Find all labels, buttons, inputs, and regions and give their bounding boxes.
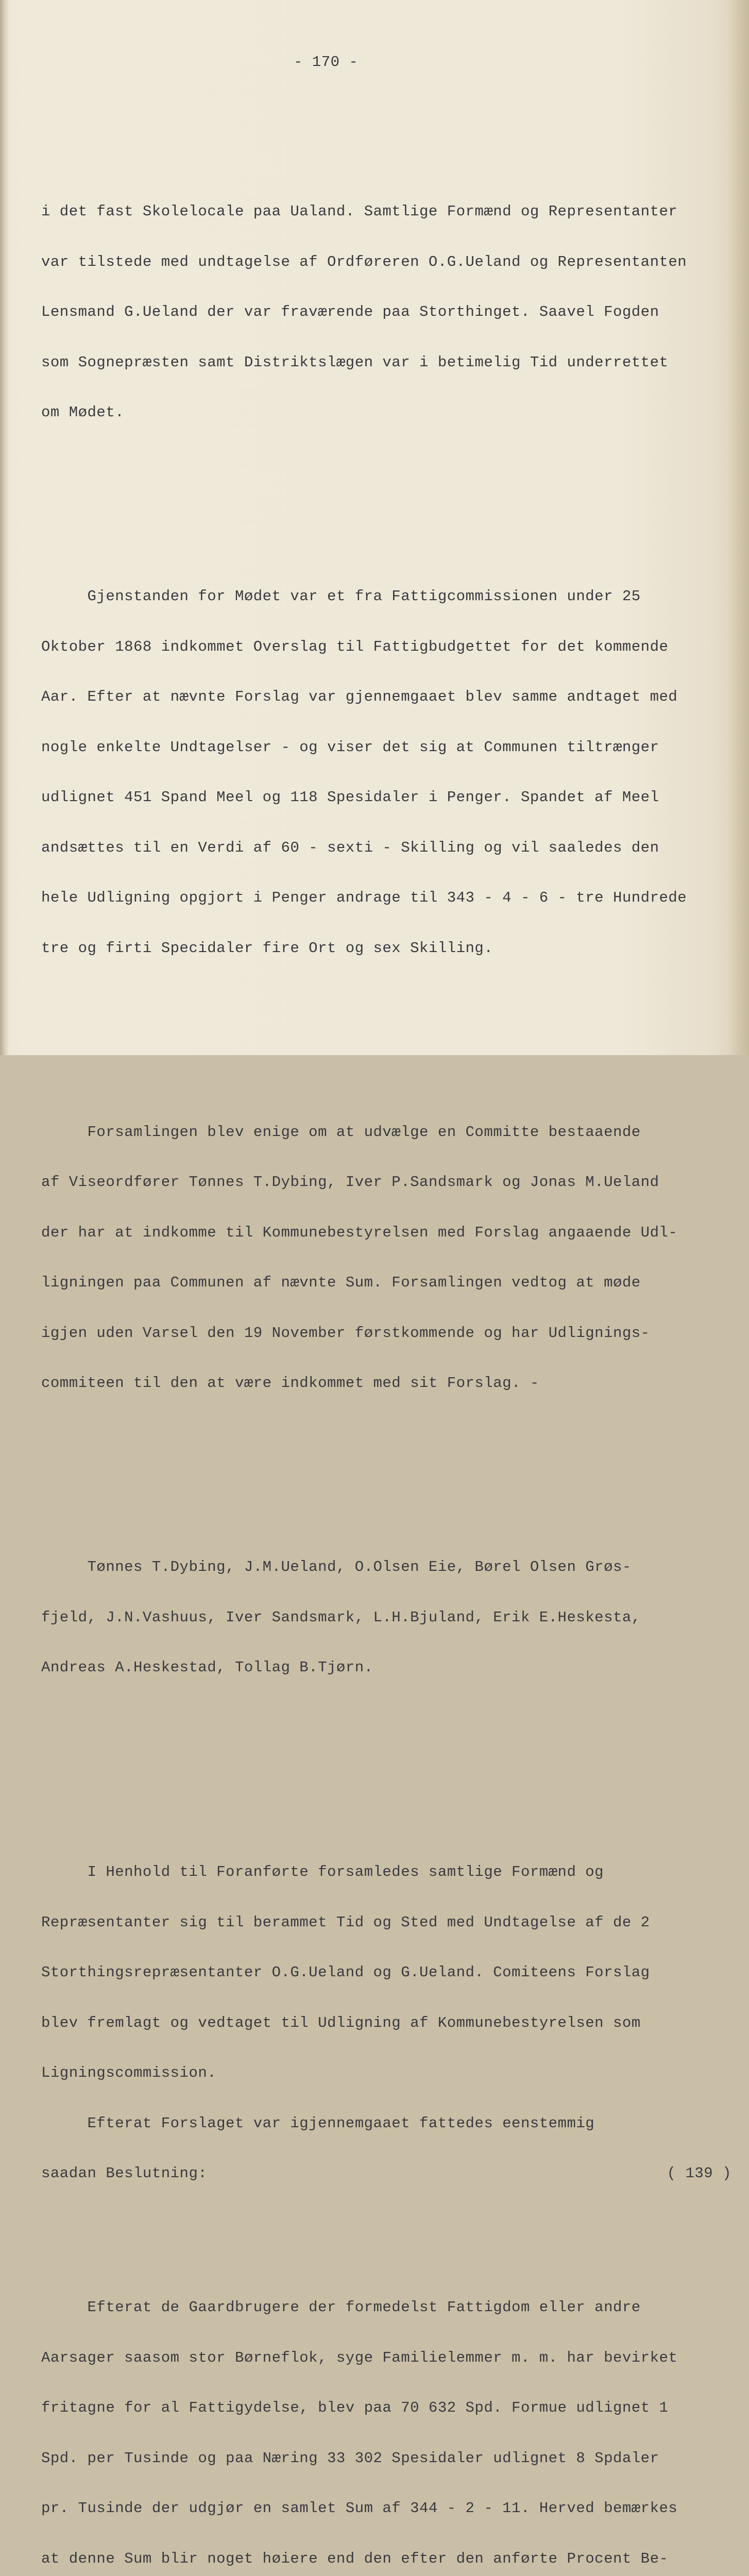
text-line: commiteen til den at være indkommet med sit Forslag. -: [41, 1375, 539, 1392]
text-line: Spd. per Tusinde og paa Næring 33 302 Spesidaler udlignet 8 Spdaler: [41, 2449, 659, 2467]
signature-line: Andreas A.Heskestad, Tollag B.Tjørn.: [41, 1659, 373, 1676]
text-line: udlignet 451 Spand Meel og 118 Spesidaler i Penger. Spandet af Meel: [41, 789, 659, 806]
text-line: Gjenstanden for Mødet var et fra Fattigcommissionen under 25: [41, 588, 641, 605]
text-line: Repræsentanter sig til berammet Tid og Sted med Undtagelse af de 2: [41, 1913, 650, 1931]
text-line: Forsamlingen blev enige om at udvælge en Committe bestaaende: [41, 1123, 641, 1141]
paragraph-committee: [41, 1091, 742, 1426]
resolution-heading: saadan Beslutning:: [41, 2165, 208, 2182]
text-line: Ligningscommission.: [41, 2064, 217, 2081]
text-line: hele Udligning opgjort i Penger andrage til 343 - 4 - 6 - tre Hundrede: [41, 889, 687, 906]
text-line: I Henhold til Foranførte forsamledes samtlige Formænd og: [41, 1863, 604, 1880]
signature-line: fjeld, J.N.Vashuus, Iver Sandsmark, L.H.Bjuland, Erik E.Heskesta,: [41, 1608, 641, 1626]
text-line: af Viseordfører Tønnes T.Dybing, Iver P.Sandsmark og Jonas M.Ueland: [41, 1174, 659, 1191]
paragraph-meeting-attendance: [41, 170, 742, 455]
text-line: i det fast Skolelocale paa Ualand. Samtlige Formænd og Representanter: [41, 203, 678, 220]
text-line: blev fremlagt og vedtaget til Udligning af Kommunebestyrelsen som: [41, 2014, 641, 2031]
typewritten-text: [41, 21, 742, 2576]
page-number: - 170 -: [294, 54, 359, 71]
text-line: Lensmand G.Ueland der var fraværende paa Storthinget. Saavel Fogden: [41, 303, 659, 320]
text-line: Aar. Efter at nævnte Forslag var gjennemgaaet blev samme andtaget med: [41, 688, 678, 705]
text-line: Aarsager saasom stor Børneflok, syge Familielemmer m. m. har bevirket: [41, 2349, 678, 2366]
text-line: igjen uden Varsel den 19 November førstkommende og har Udlignings-: [41, 1324, 650, 1342]
text-line: at denne Sum blir noget høiere end den efter den anførte Procent Be-: [41, 2550, 669, 2567]
text-line: Efterat Forslaget var igjennemgaaet fattedes eenstemmig: [41, 2114, 595, 2132]
signature-line: Tønnes T.Dybing, J.M.Ueland, O.Olsen Eie, Børel Olsen Grøs-: [41, 1558, 632, 1575]
text-line: Efterat de Gaardbrugere der formedelst Fattigdom eller andre: [41, 2299, 641, 2316]
text-line: om Mødet.: [41, 404, 125, 421]
signatures: [41, 1526, 742, 1710]
text-line: andsættes til en Verdi af 60 - sexti - Skilling og vil saaledes den: [41, 839, 659, 856]
resolution-row: [41, 2165, 737, 2182]
text-line: var tilstede med undtagelse af Ordføreren O.G.Ueland og Representanten: [41, 253, 687, 270]
text-line: fritagne for al Fattigydelse, blev paa 70 632 Spd. Formue udlignet 1: [41, 2399, 669, 2416]
text-line: tre og firti Specidaler fire Ort og sex Skilling.: [41, 939, 493, 957]
text-line: Storthingsrepræsentanter O.G.Ueland og G.Ueland. Comiteens Forslag: [41, 1964, 650, 1981]
paragraph-resolution: [41, 2266, 742, 2576]
margin-page-number: ( 139 ): [667, 2165, 731, 2182]
text-line: Oktober 1868 indkommet Overslag til Fattigbudgettet for det kommende: [41, 638, 669, 655]
text-line: der har at indkomme til Kommunebestyrelsen med Forslag angaaende Udl-: [41, 1224, 678, 1241]
text-line: som Sognepræsten samt Distriktslægen var i betimelig Tid underrettet: [41, 353, 669, 371]
paragraph-poor-budget: [41, 555, 742, 990]
binding-shadow: [0, 0, 9, 1055]
text-line: pr. Tusinde der udgjør en samlet Sum af 344 - 2 - 11. Herved bemærkes: [41, 2500, 678, 2517]
text-line: ligningen paa Communen af nævnte Sum. Forsamlingen vedtog at møde: [41, 1274, 641, 1291]
text-line: nogle enkelte Undtagelser - og viser det sig at Communen tiltrænger: [41, 738, 659, 756]
paragraph-second-meeting: [41, 1831, 742, 2216]
